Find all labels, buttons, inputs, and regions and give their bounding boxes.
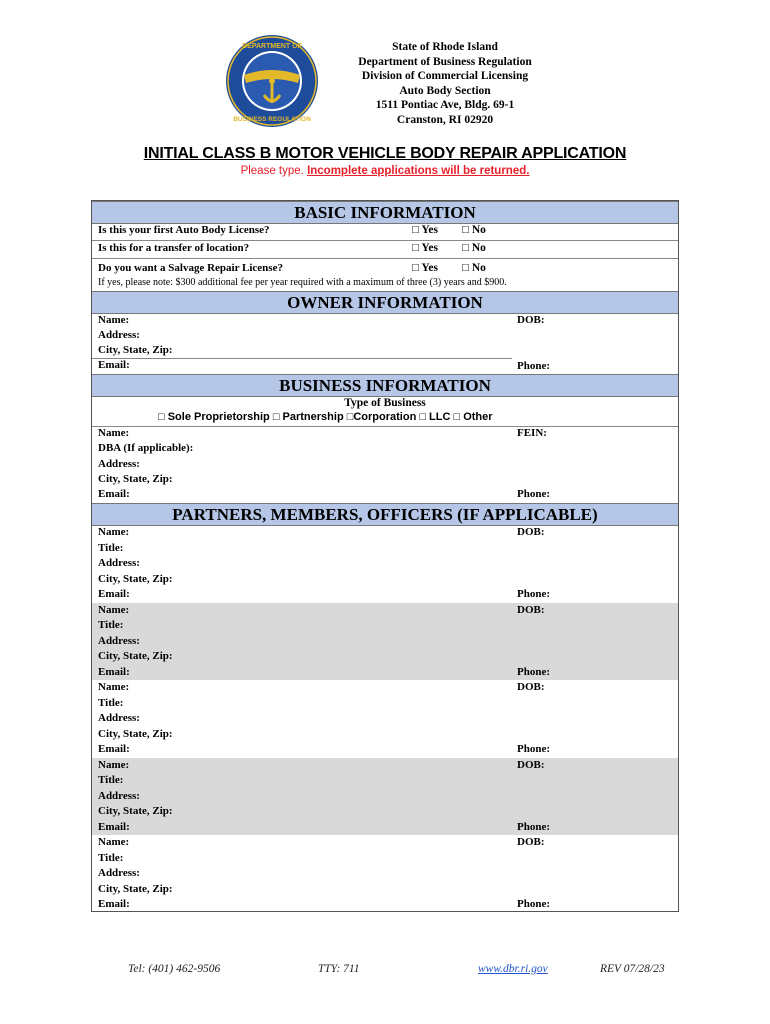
q-first-license: Is this your first Auto Body License? <box>98 224 270 236</box>
owner-name-label: Name: <box>98 314 130 326</box>
partner-5-csz-row[interactable] <box>92 882 678 898</box>
agency-city: Cranston, RI 02920 <box>396 113 494 126</box>
notice-prefix: Please type. <box>240 165 304 177</box>
business-email-row[interactable] <box>92 487 678 503</box>
business-heading: BUSINESS INFORMATION <box>92 374 678 397</box>
website-link[interactable]: www.dbr.ri.gov <box>478 963 548 975</box>
partner-email-label: Email: <box>98 665 130 678</box>
salvage-fee-note: If yes, please note: $300 additional fee per year required with a maximum of three (3) years and $900. <box>98 277 507 288</box>
business-dba-label: DBA (If applicable): <box>98 442 194 454</box>
owner-heading: OWNER INFORMATION <box>92 291 678 314</box>
business-csz-label: City, State, Zip: <box>98 473 173 485</box>
business-type-options[interactable]: □ Sole Proprietorship □ Partnership □Corporation □ LLC □ Other <box>158 411 493 423</box>
partner-phone-label: Phone: <box>517 898 550 910</box>
footer-website[interactable] <box>478 963 548 975</box>
q2-no-checkbox[interactable]: □ No <box>462 242 486 254</box>
agency-address-block <box>300 40 590 128</box>
partner-3-name-row[interactable] <box>92 680 678 696</box>
svg-text:DEPARTMENT OF: DEPARTMENT OF <box>242 43 302 50</box>
owner-name-row[interactable] <box>92 313 678 329</box>
business-name-row[interactable] <box>92 426 678 442</box>
partner-phone-label: Phone: <box>517 588 550 600</box>
notice-warning: Incomplete applications will be returned. <box>307 165 530 177</box>
partner-phone-label: Phone: <box>517 665 550 678</box>
agency-state: State of Rhode Island <box>392 41 498 53</box>
business-csz-row[interactable] <box>92 472 678 488</box>
svg-text:BUSINESS REGULATION: BUSINESS REGULATION <box>233 116 311 123</box>
partner-dob-label: DOB: <box>517 758 545 771</box>
partner-dob-label: DOB: <box>517 836 545 848</box>
owner-dob-label: DOB: <box>517 314 545 326</box>
owner-email-row[interactable] <box>92 358 678 374</box>
partner-csz-label: City, State, Zip: <box>98 805 173 817</box>
business-address-row[interactable] <box>92 457 678 473</box>
partner-phone-label: Phone: <box>517 820 550 833</box>
footer-revision: REV 07/28/23 <box>600 963 665 975</box>
partner-address-label: Address: <box>98 712 140 724</box>
basic-heading: BASIC INFORMATION <box>92 201 678 224</box>
partner-1-address-row[interactable] <box>92 556 678 572</box>
partner-phone-label: Phone: <box>517 743 550 755</box>
partner-5-name-row[interactable] <box>92 835 678 851</box>
partner-title-label: Title: <box>98 774 124 786</box>
partner-3-title-row[interactable] <box>92 696 678 712</box>
partner-1-email-row[interactable] <box>92 587 678 603</box>
partner-4-email-row[interactable] <box>92 820 678 836</box>
partner-5-title-row[interactable] <box>92 851 678 867</box>
business-dba-row[interactable] <box>92 441 678 457</box>
application-form <box>91 200 679 912</box>
partner-3-address-row[interactable] <box>92 711 678 727</box>
partner-csz-label: City, State, Zip: <box>98 882 173 895</box>
business-address-label: Address: <box>98 458 140 470</box>
partner-4-address-row[interactable] <box>92 789 678 805</box>
owner-phone-label: Phone: <box>517 360 550 372</box>
partner-csz-label: City, State, Zip: <box>98 650 173 662</box>
partner-csz-label: City, State, Zip: <box>98 572 173 585</box>
partner-5-email-row[interactable] <box>92 897 678 913</box>
partner-email-label: Email: <box>98 588 130 600</box>
partner-3-csz-row[interactable] <box>92 727 678 743</box>
partner-title-label: Title: <box>98 696 124 709</box>
partner-2-address-row[interactable] <box>92 634 678 650</box>
partner-name-label: Name: <box>98 758 130 771</box>
owner-csz-label: City, State, Zip: <box>98 344 173 356</box>
business-phone-label: Phone: <box>517 488 550 500</box>
partner-title-label: Title: <box>98 619 124 631</box>
partner-4-csz-row[interactable] <box>92 804 678 820</box>
partner-2-csz-row[interactable] <box>92 649 678 665</box>
partner-address-label: Address: <box>98 789 140 802</box>
q2-yes-checkbox[interactable]: □ Yes <box>412 242 439 254</box>
partner-csz-label: City, State, Zip: <box>98 727 173 740</box>
partner-2-title-row[interactable] <box>92 618 678 634</box>
q3-no-checkbox[interactable]: □ No <box>462 262 486 274</box>
partner-name-label: Name: <box>98 603 130 616</box>
partner-name-label: Name: <box>98 836 130 848</box>
business-fein-label: FEIN: <box>517 427 547 439</box>
owner-address-row[interactable] <box>92 328 678 344</box>
partner-4-name-row[interactable] <box>92 758 678 774</box>
partner-address-label: Address: <box>98 634 140 647</box>
agency-division: Division of Commercial Licensing <box>361 70 529 83</box>
partner-name-label: Name: <box>98 526 130 538</box>
partner-1-csz-row[interactable] <box>92 572 678 588</box>
partner-address-label: Address: <box>98 557 140 569</box>
q1-yes-checkbox[interactable]: □ Yes <box>412 224 439 236</box>
partner-title-label: Title: <box>98 541 124 554</box>
owner-csz-row[interactable] <box>92 343 678 359</box>
partner-4-title-row[interactable] <box>92 773 678 789</box>
business-email-label: Email: <box>98 488 130 500</box>
partner-name-label: Name: <box>98 681 130 693</box>
business-type-title: Type of Business <box>344 397 426 409</box>
agency-department: Department of Business Regulation <box>358 55 532 68</box>
q1-no-checkbox[interactable]: □ No <box>462 224 486 236</box>
partner-2-name-row[interactable] <box>92 603 678 619</box>
q3-yes-checkbox[interactable]: □ Yes <box>412 262 439 274</box>
q-transfer: Is this for a transfer of location? <box>98 242 250 254</box>
partner-3-email-row[interactable] <box>92 742 678 758</box>
partner-dob-label: DOB: <box>517 681 545 693</box>
partner-dob-label: DOB: <box>517 603 545 616</box>
agency-section: Auto Body Section <box>399 84 491 97</box>
partner-1-title-row[interactable] <box>92 541 678 557</box>
partner-title-label: Title: <box>98 851 124 864</box>
partner-email-label: Email: <box>98 898 130 910</box>
owner-address-label: Address: <box>98 329 140 341</box>
q-salvage: Do you want a Salvage Repair License? <box>98 262 283 274</box>
footer-tel: Tel: (401) 462-9506 <box>128 963 221 975</box>
partner-2-email-row[interactable] <box>92 665 678 681</box>
partner-1-name-row[interactable] <box>92 525 678 541</box>
partner-email-label: Email: <box>98 820 130 833</box>
agency-street: 1511 Pontiac Ave, Bldg. 69-1 <box>375 99 515 112</box>
form-title: INITIAL CLASS B MOTOR VEHICLE BODY REPAIR APPLICATION <box>143 145 627 162</box>
footer-tty: TTY: 711 <box>318 963 360 975</box>
partner-email-label: Email: <box>98 743 130 755</box>
partners-heading: PARTNERS, MEMBERS, OFFICERS (IF APPLICABLE) <box>92 503 678 526</box>
partner-address-label: Address: <box>98 867 140 879</box>
partner-5-address-row[interactable] <box>92 866 678 882</box>
partner-dob-label: DOB: <box>517 526 545 538</box>
business-name-label: Name: <box>98 427 130 439</box>
owner-email-label: Email: <box>98 359 130 371</box>
form-notice <box>0 165 770 177</box>
